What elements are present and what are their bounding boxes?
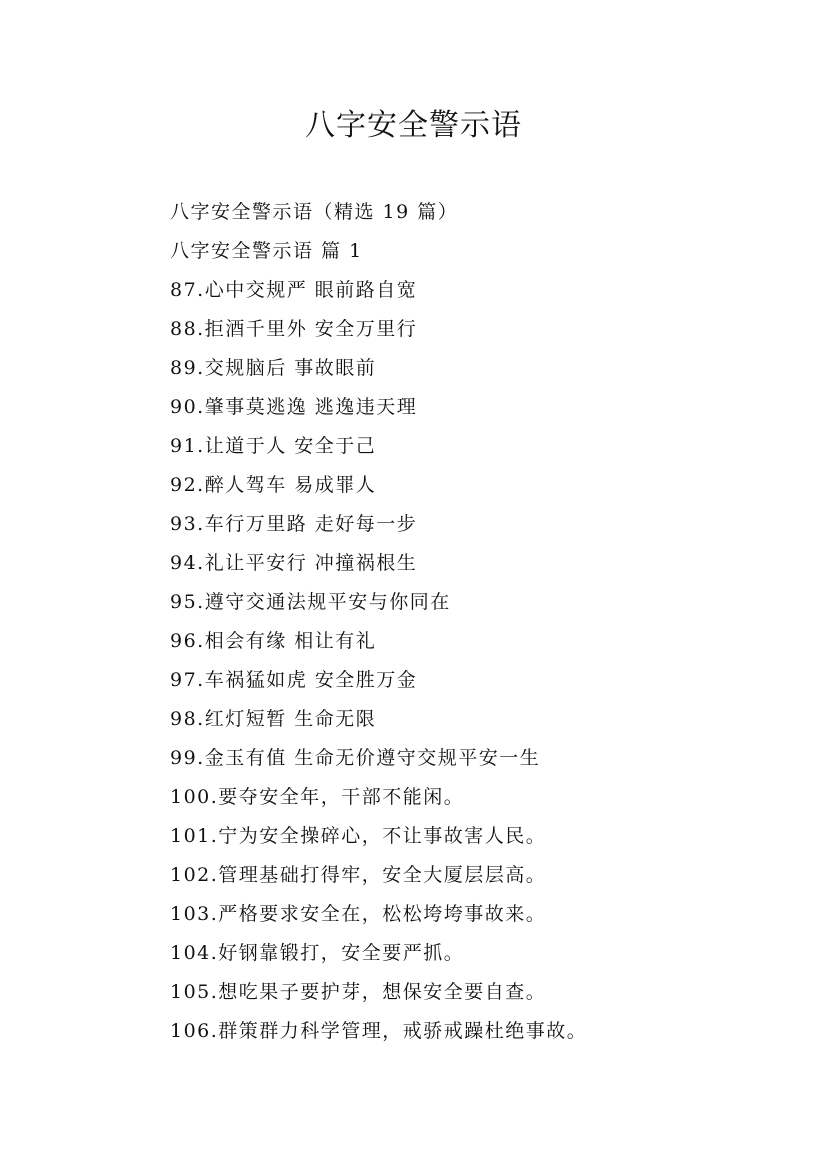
slogan-line: 96.相会有缘 相让有礼 [170,630,377,652]
slogan-line: 94.礼让平安行 冲撞祸根生 [170,552,418,574]
section-heading: 八字安全警示语 篇 1 [170,240,363,262]
slogan-line: 87.心中交规严 眼前路自宽 [170,279,418,301]
slogan-line: 99.金玉有值 生命无价遵守交规平安一生 [170,747,541,769]
slogan-line: 89.交规脑后 事故眼前 [170,357,377,379]
slogan-line: 98.红灯短暂 生命无限 [170,708,377,730]
slogan-line: 105.想吃果子要护芽，想保安全要自查。 [170,981,547,1003]
slogan-line: 93.车行万里路 走好每一步 [170,513,418,535]
slogan-line: 100.要夺安全年，干部不能闲。 [170,786,465,808]
slogan-line: 106.群策群力科学管理，戒骄戒躁杜绝事故。 [170,1020,588,1042]
slogan-line: 97.车祸猛如虎 安全胜万金 [170,669,418,691]
slogan-line: 92.醉人驾车 易成罪人 [170,474,377,496]
document-body [170,193,790,1051]
subtitle-line: 八字安全警示语（精选 19 篇） [170,201,459,223]
slogan-line: 95.遵守交通法规平安与你同在 [170,591,451,613]
document-title: 八字安全警示语 [305,108,522,143]
slogan-line: 90.肇事莫逃逸 逃逸违天理 [170,396,418,418]
slogan-line: 91.让道于人 安全于己 [170,435,377,457]
slogan-line: 103.严格要求安全在，松松垮垮事故来。 [170,903,547,925]
slogan-line: 104.好钢靠锻打，安全要严抓。 [170,942,465,964]
slogan-line: 102.管理基础打得牢，安全大厦层层高。 [170,864,547,886]
slogan-line: 101.宁为安全操碎心，不让事故害人民。 [170,825,547,847]
slogan-line: 88.拒酒千里外 安全万里行 [170,318,418,340]
